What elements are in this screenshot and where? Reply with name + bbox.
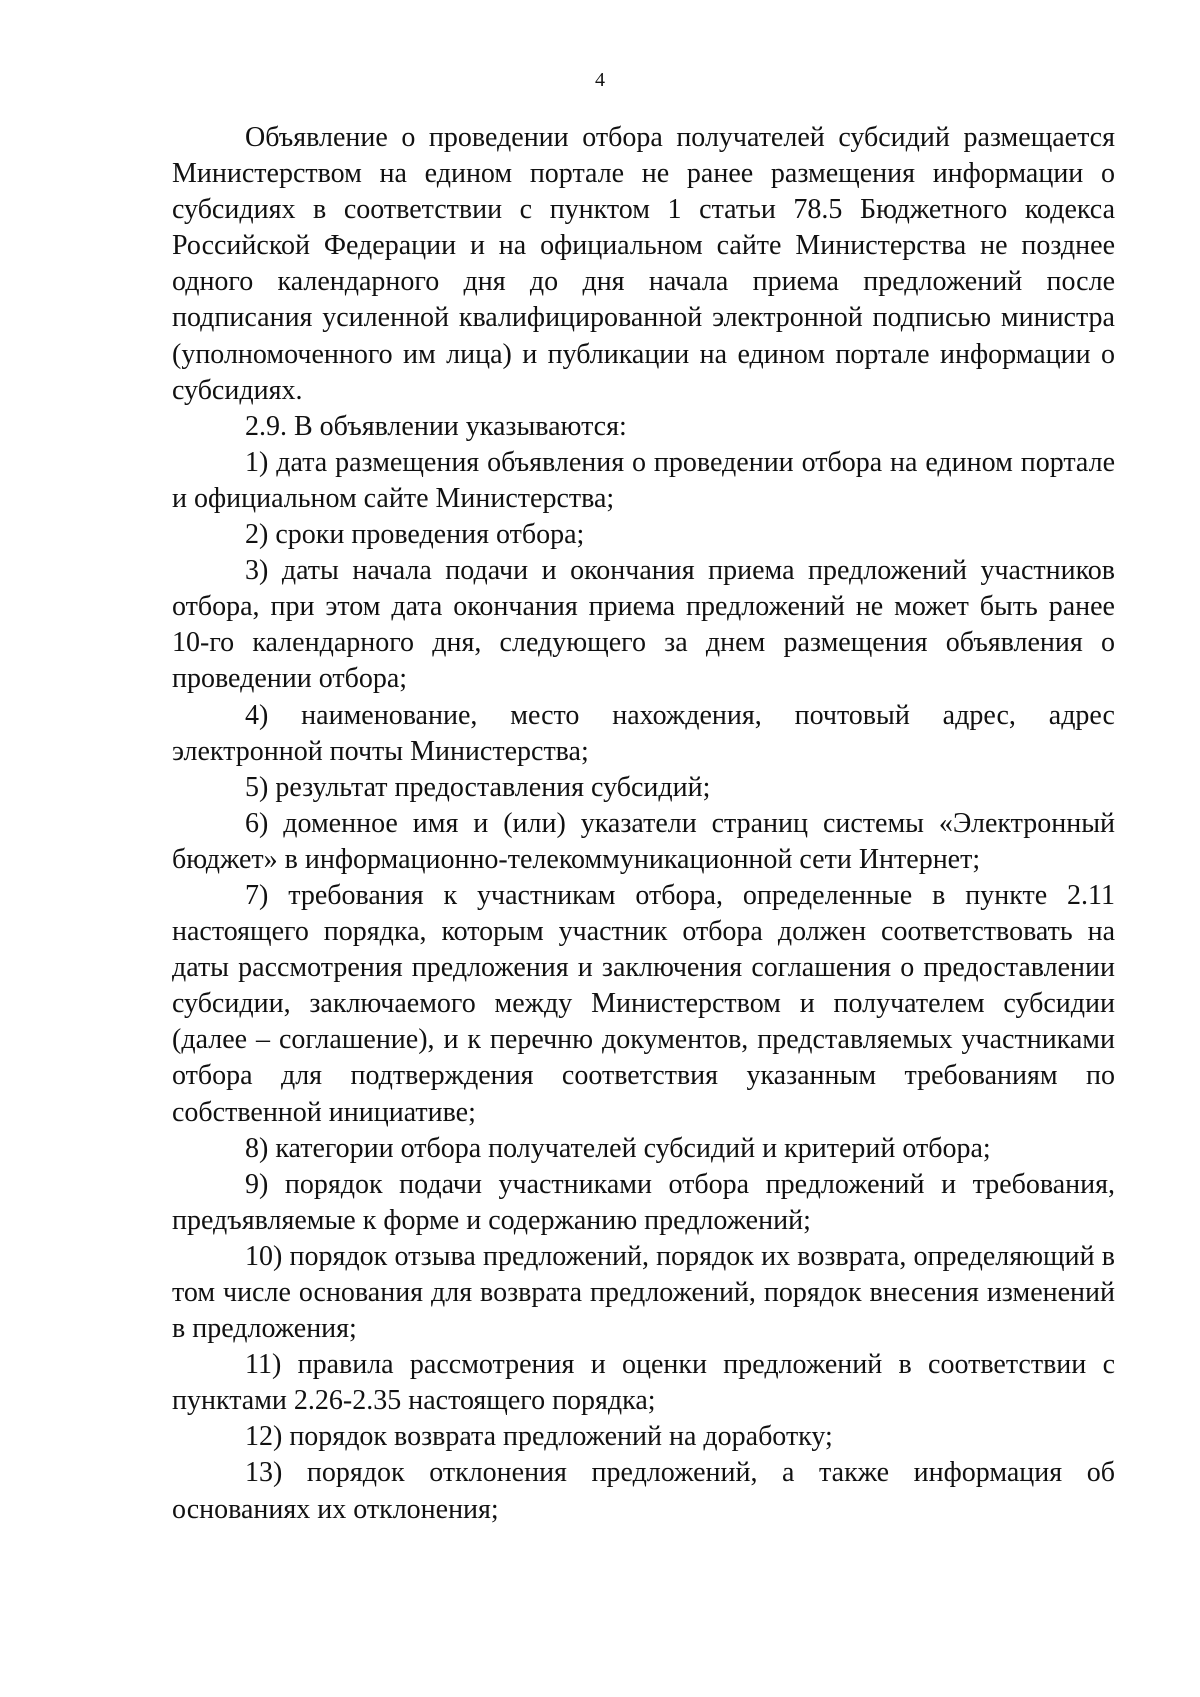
list-item-2: 2) сроки проведения отбора; bbox=[245, 519, 585, 551]
page-number: 4 bbox=[595, 69, 605, 91]
list-item-11: 11) правила рассмотрения и оценки предложений в соответствии с пунктами 2.26-2.35 настоящего порядка; bbox=[172, 1349, 1115, 1417]
list-item-6: 6) доменное имя и (или) указатели страниц системы «Электронный бюджет» в информационно-телекоммуникационной сети Интернет; bbox=[172, 807, 1115, 875]
list-item-3: 3) даты начала подачи и окончания приема предложений участников отбора, при этом дата окончания приема предложений не может быть ранее 10-го календарного дня, следующего за днем размещения объявления о проведении отбора; bbox=[172, 555, 1115, 695]
list-item-5: 5) результат предоставления субсидий; bbox=[245, 771, 711, 803]
paragraph-section-2-9: 2.9. В объявлении указываются: bbox=[245, 410, 627, 442]
list-item-7: 7) требования к участникам отбора, определенные в пункте 2.11 настоящего порядка, которым участник отбора должен соответствовать на даты рассмотрения предложения и заключения соглашения о предоставлении субсидии, заключаемого между Министерством и получателем субсидии (далее – соглашение), и к перечню документов, представляемых участниками отбора для подтверждения соответствия указанным требованиям по собственной инициативе; bbox=[172, 879, 1115, 1128]
list-item-13: 13) порядок отклонения предложений, а также информация об основаниях их отклонения; bbox=[172, 1457, 1115, 1525]
list-item-9: 9) порядок подачи участниками отбора предложений и требования, предъявляемые к форме и содержанию предложений; bbox=[172, 1168, 1115, 1236]
list-item-10: 10) порядок отзыва предложений, порядок их возврата, определяющий в том числе основания для возврата предложений, порядок внесения изменений в предложения; bbox=[172, 1240, 1115, 1345]
document-body bbox=[172, 120, 1115, 1528]
list-item-4: 4) наименование, место нахождения, почтовый адрес, адрес электронной почты Министерства; bbox=[172, 699, 1115, 767]
paragraph-announcement: Объявление о проведении отбора получателей субсидий размещается Министерством на едином портале не ранее размещения информации о субсидиях в соответствии с пунктом 1 статьи 78.5 Бюджетного кодекса Российской Федерации и на официальном сайте Министерства не позднее одного календарного дня до дня начала приема предложений после подписания усиленной квалифицированной электронной подписью министра (уполномоченного им лица) и публикации на едином портале информации о субсидиях. bbox=[172, 122, 1115, 406]
list-item-12: 12) порядок возврата предложений на доработку; bbox=[245, 1421, 833, 1453]
list-item-1: 1) дата размещения объявления о проведении отбора на едином портале и официальном сайте Министерства; bbox=[172, 446, 1115, 514]
list-item-8: 8) категории отбора получателей субсидий и критерий отбора; bbox=[245, 1132, 991, 1164]
